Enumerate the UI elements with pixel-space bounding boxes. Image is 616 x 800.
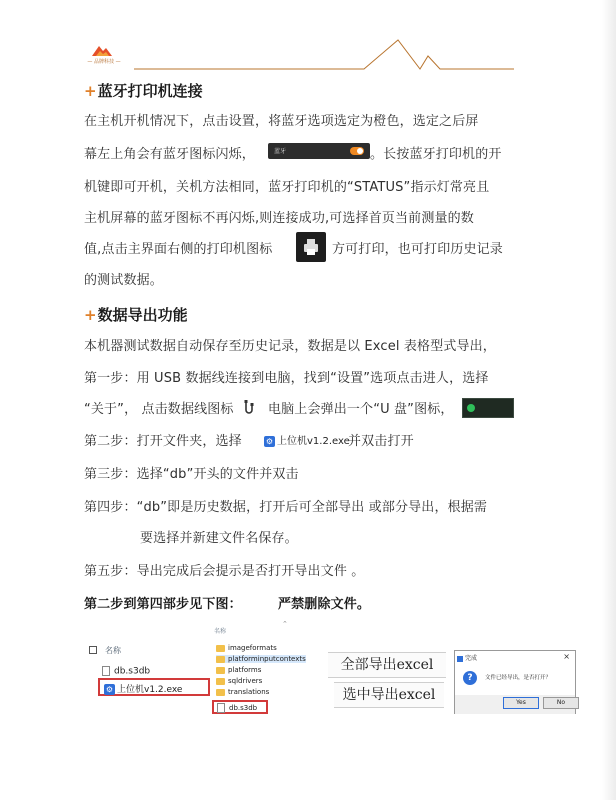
usb-cable-icon — [242, 400, 258, 418]
text-line: 并双击打开 — [348, 434, 414, 449]
close-icon: × — [563, 652, 570, 661]
completion-dialog-screenshot — [454, 650, 576, 714]
udisk-popup-screenshot — [462, 398, 514, 418]
no-button: No — [543, 697, 579, 709]
printer-icon — [296, 232, 326, 262]
header-mountain-line — [84, 38, 514, 74]
text-line: “关于”， 点击数据线图标 — [84, 402, 234, 417]
export-buttons-screenshot — [328, 652, 446, 710]
section-title-text: 数据导出功能 — [97, 306, 188, 324]
exe-file-name: 上位机v1.2.exe — [277, 436, 350, 447]
sort-caret-icon: ⌃ — [282, 620, 288, 628]
logo-caption: — 品牌科技 — — [87, 59, 121, 65]
db-file-highlighted: db.s3db — [212, 700, 268, 714]
figure-caption: 第二步到第四部步见下图： — [84, 597, 242, 612]
page-edge-shadow — [602, 0, 616, 800]
text-line: 第三步：选择“db”开头的文件并双击 — [84, 467, 299, 482]
text-line: 。长按蓝牙打印机的开 — [370, 147, 502, 162]
text-line: 电脑上会弹出一个“U 盘”图标， — [268, 402, 454, 417]
folder-item: platforminputcontexts — [216, 655, 306, 663]
question-icon: ? — [463, 671, 477, 685]
export-all-button: 全部导出excel — [328, 652, 446, 678]
exe-file-inline — [264, 432, 350, 447]
folder-icon — [216, 678, 225, 685]
gear-icon: ⚙ — [105, 685, 114, 694]
text-line: 在主机开机情况下，点击设置，将蓝牙选项选定为橙色，选定之后屏 — [84, 114, 479, 129]
text-line: 第一步：用 USB 数据线连接到电脑，找到“设置”选项点击进人，选择 — [84, 371, 489, 386]
warning-text: 严禁删除文件。 — [278, 597, 371, 612]
folder-item: imageformats — [216, 644, 277, 652]
usb-drive-icon — [467, 404, 475, 412]
app-icon — [457, 656, 463, 662]
explorer-screenshot-2 — [210, 620, 314, 716]
plus-bullet: + — [84, 306, 97, 324]
column-header: 名称 — [105, 646, 121, 655]
section-title-bluetooth — [84, 80, 203, 101]
text-line: 的测试数据。 — [84, 273, 163, 288]
text-line: 要选择并新建文件名保存。 — [140, 531, 298, 546]
dialog-title: 完成 — [457, 653, 477, 662]
text-line: 本机器测试数据自动保存至历史记录，数据是以 Excel 表格型式导出， — [84, 339, 496, 354]
text-line: 第二步：打开文件夹，选择 — [84, 434, 242, 449]
text-line: 主机屏幕的蓝牙图标不再闪烁,则连接成功,可选择首页当前测量的数 — [84, 211, 474, 226]
bluetooth-toggle-label: 蓝牙 — [274, 148, 287, 155]
dialog-message: 文件已经导出，是否打开？ — [485, 675, 552, 681]
section-title-text: 蓝牙打印机连接 — [97, 82, 203, 100]
section-title-export — [84, 304, 188, 325]
file-icon — [217, 703, 225, 713]
file-row-db: db.s3db — [102, 666, 150, 677]
text-line: 第四步：“db”即是历史数据，打开后可全部导出 或部分导出，根据需 — [84, 500, 488, 515]
folder-item: translations — [216, 688, 269, 696]
folder-item: platforms — [216, 666, 261, 674]
plus-bullet: + — [84, 82, 97, 100]
text-line: 方可打印，也可打印历史记录 — [332, 242, 503, 257]
text-line: 值,点击主界面右侧的打印机图标 — [84, 242, 273, 257]
toggle-switch-icon — [350, 147, 364, 155]
file-row-exe: ⚙ 上位机v1.2.exe — [98, 678, 210, 696]
folder-icon — [216, 689, 225, 696]
bluetooth-toggle-screenshot — [268, 143, 370, 159]
explorer-screenshot-1 — [84, 640, 204, 702]
yes-button: Yes — [503, 697, 539, 709]
gear-icon: ⚙ — [265, 436, 274, 446]
text-line: 幕左上角会有蓝牙图标闪烁， — [84, 147, 255, 162]
folder-item: sqldrivers — [216, 677, 262, 685]
folder-icon — [216, 667, 225, 674]
text-line: 机键即可开机，关机方法相同，蓝牙打印机的“STATUS”指示灯常亮且 — [84, 180, 490, 195]
folder-icon — [216, 645, 225, 652]
folder-icon — [216, 656, 225, 663]
text-line: 第五步：导出完成后会提示是否打开导出文件 。 — [84, 564, 365, 579]
file-icon — [102, 666, 110, 676]
export-selected-button: 选中导出excel — [334, 682, 444, 708]
column-header: 名称 — [214, 628, 227, 635]
